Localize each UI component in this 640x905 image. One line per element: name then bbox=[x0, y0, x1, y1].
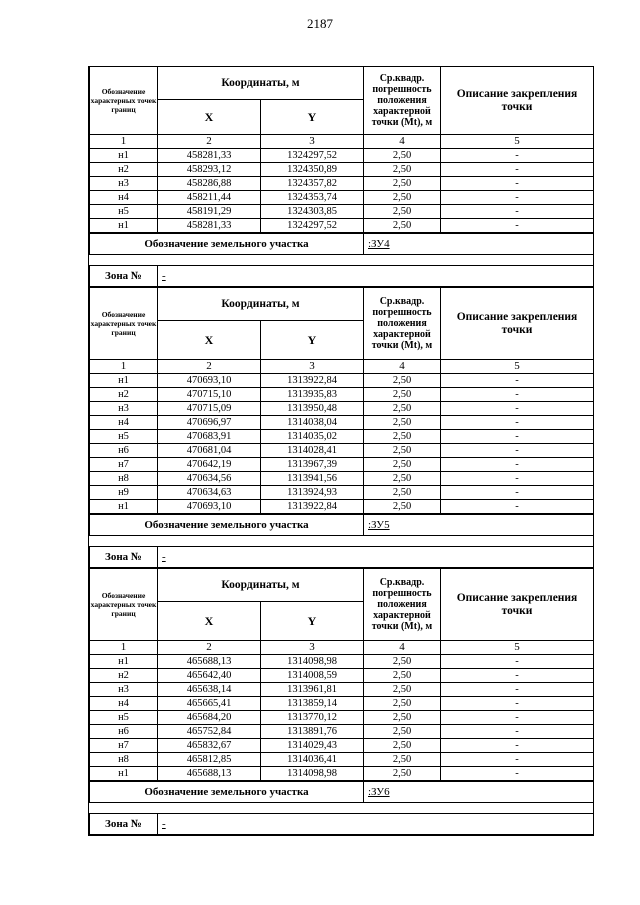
zone-label: Зона № bbox=[90, 266, 158, 287]
column-number: 5 bbox=[441, 135, 594, 149]
table-cell: н2 bbox=[90, 669, 158, 683]
header-accuracy: Ср.квадр. погрешность положения характерной точки (Mt), м bbox=[364, 288, 441, 360]
header-x: X bbox=[158, 602, 261, 641]
table-row bbox=[90, 191, 594, 205]
parcel-row bbox=[89, 514, 594, 536]
table-row bbox=[90, 430, 594, 444]
table-cell: 470693,10 bbox=[158, 500, 261, 514]
parcel-value: :ЗУ5 bbox=[364, 515, 594, 536]
table-cell: 2,50 bbox=[364, 739, 441, 753]
table-cell: 470634,63 bbox=[158, 486, 261, 500]
table-cell: н5 bbox=[90, 205, 158, 219]
table-cell: 2,50 bbox=[364, 388, 441, 402]
table-cell: н8 bbox=[90, 472, 158, 486]
table-cell: 2,50 bbox=[364, 711, 441, 725]
table-cell: н4 bbox=[90, 416, 158, 430]
table-cell: 2,50 bbox=[364, 177, 441, 191]
header-accuracy: Ср.квадр. погрешность положения характерной точки (Mt), м bbox=[364, 569, 441, 641]
parcel-row bbox=[89, 233, 594, 255]
table-cell: - bbox=[441, 430, 594, 444]
column-number: 1 bbox=[90, 135, 158, 149]
table-cell: 1324357,82 bbox=[261, 177, 364, 191]
table-cell: 1313891,76 bbox=[261, 725, 364, 739]
table-cell: 1324353,74 bbox=[261, 191, 364, 205]
table-cell: - bbox=[441, 486, 594, 500]
table-cell: н7 bbox=[90, 739, 158, 753]
table-cell: 1313941,56 bbox=[261, 472, 364, 486]
table-cell: - bbox=[441, 683, 594, 697]
table-cell: 2,50 bbox=[364, 374, 441, 388]
table-cell: - bbox=[441, 669, 594, 683]
table-cell: - bbox=[441, 472, 594, 486]
table-cell: 2,50 bbox=[364, 458, 441, 472]
table-cell: 2,50 bbox=[364, 219, 441, 233]
table-cell: - bbox=[441, 753, 594, 767]
table-cell: н1 bbox=[90, 149, 158, 163]
table-row bbox=[90, 486, 594, 500]
table-cell: н1 bbox=[90, 219, 158, 233]
coordinates-table bbox=[89, 568, 594, 781]
table-cell: 465688,13 bbox=[158, 767, 261, 781]
table-row bbox=[90, 683, 594, 697]
table-cell: 1313961,81 bbox=[261, 683, 364, 697]
table-cell: 2,50 bbox=[364, 683, 441, 697]
zone-row bbox=[89, 546, 594, 568]
table-cell: 2,50 bbox=[364, 753, 441, 767]
table-cell: н3 bbox=[90, 402, 158, 416]
table-cell: н6 bbox=[90, 444, 158, 458]
table-row bbox=[90, 163, 594, 177]
column-number: 1 bbox=[90, 641, 158, 655]
table-cell: 458286,88 bbox=[158, 177, 261, 191]
table-cell: 465665,41 bbox=[158, 697, 261, 711]
table-cell: 1313950,48 bbox=[261, 402, 364, 416]
table-row bbox=[90, 149, 594, 163]
zone-label: Зона № bbox=[90, 814, 158, 835]
column-number: 4 bbox=[364, 135, 441, 149]
table-cell: 470681,04 bbox=[158, 444, 261, 458]
parcel-label: Обозначение земельного участка bbox=[90, 782, 364, 803]
table-row bbox=[90, 739, 594, 753]
table-cell: - bbox=[441, 500, 594, 514]
header-coords: Координаты, м bbox=[158, 569, 364, 602]
header-description: Описание закрепления точки bbox=[441, 288, 594, 360]
table-cell: 465684,20 bbox=[158, 711, 261, 725]
header-y: Y bbox=[261, 100, 364, 135]
parcel-value: :ЗУ4 bbox=[364, 234, 594, 255]
table-cell: 1314035,02 bbox=[261, 430, 364, 444]
table-cell: 1313922,84 bbox=[261, 500, 364, 514]
coordinates-table bbox=[89, 66, 594, 233]
table-row bbox=[90, 219, 594, 233]
header-points: Обозначение характерных точек границ bbox=[90, 67, 158, 135]
table-cell: 2,50 bbox=[364, 500, 441, 514]
table-cell: - bbox=[441, 388, 594, 402]
header-points: Обозначение характерных точек границ bbox=[90, 569, 158, 641]
column-number: 5 bbox=[441, 360, 594, 374]
parcel-row bbox=[89, 781, 594, 803]
table-row bbox=[90, 753, 594, 767]
table-cell: 470642,19 bbox=[158, 458, 261, 472]
table-cell: 2,50 bbox=[364, 402, 441, 416]
header-points: Обозначение характерных точек границ bbox=[90, 288, 158, 360]
table-cell: 1313859,14 bbox=[261, 697, 364, 711]
header-description: Описание закрепления точки bbox=[441, 569, 594, 641]
column-number: 2 bbox=[158, 360, 261, 374]
column-number: 4 bbox=[364, 360, 441, 374]
table-cell: 2,50 bbox=[364, 416, 441, 430]
table-cell: н5 bbox=[90, 430, 158, 444]
table-cell: 470715,09 bbox=[158, 402, 261, 416]
table-cell: 1313967,39 bbox=[261, 458, 364, 472]
table-cell: 458281,33 bbox=[158, 219, 261, 233]
table-cell: 458211,44 bbox=[158, 191, 261, 205]
parcel-value: :ЗУ6 bbox=[364, 782, 594, 803]
table-cell: 2,50 bbox=[364, 472, 441, 486]
section-gap bbox=[89, 536, 593, 546]
table-cell: н4 bbox=[90, 191, 158, 205]
section-gap bbox=[89, 255, 593, 265]
column-number: 4 bbox=[364, 641, 441, 655]
table-cell: 1324350,89 bbox=[261, 163, 364, 177]
table-row bbox=[90, 500, 594, 514]
table-row bbox=[90, 472, 594, 486]
column-number: 3 bbox=[261, 360, 364, 374]
table-cell: н1 bbox=[90, 767, 158, 781]
table-cell: 1314098,98 bbox=[261, 655, 364, 669]
section-gap bbox=[89, 803, 593, 813]
column-number: 1 bbox=[90, 360, 158, 374]
table-cell: 2,50 bbox=[364, 163, 441, 177]
table-cell: 2,50 bbox=[364, 444, 441, 458]
table-cell: 458191,29 bbox=[158, 205, 261, 219]
table-cell: 1313770,12 bbox=[261, 711, 364, 725]
table-cell: - bbox=[441, 177, 594, 191]
table-cell: 2,50 bbox=[364, 655, 441, 669]
table-cell: - bbox=[441, 767, 594, 781]
table-cell: - bbox=[441, 149, 594, 163]
table-cell: - bbox=[441, 725, 594, 739]
table-cell: 1313922,84 bbox=[261, 374, 364, 388]
table-row bbox=[90, 205, 594, 219]
table-cell: н2 bbox=[90, 163, 158, 177]
table-cell: н1 bbox=[90, 374, 158, 388]
table-cell: 2,50 bbox=[364, 697, 441, 711]
table-cell: - bbox=[441, 191, 594, 205]
table-row bbox=[90, 388, 594, 402]
table-cell: 1314029,43 bbox=[261, 739, 364, 753]
header-accuracy: Ср.квадр. погрешность положения характерной точки (Mt), м bbox=[364, 67, 441, 135]
table-cell: 2,50 bbox=[364, 767, 441, 781]
table-row bbox=[90, 416, 594, 430]
table-cell: 1313924,93 bbox=[261, 486, 364, 500]
table-cell: 470693,10 bbox=[158, 374, 261, 388]
table-cell: н7 bbox=[90, 458, 158, 472]
table-cell: 2,50 bbox=[364, 486, 441, 500]
table-cell: - bbox=[441, 205, 594, 219]
table-cell: - bbox=[441, 458, 594, 472]
table-cell: 465638,14 bbox=[158, 683, 261, 697]
table-cell: - bbox=[441, 739, 594, 753]
header-coords: Координаты, м bbox=[158, 288, 364, 321]
table-cell: 1324297,52 bbox=[261, 219, 364, 233]
header-x: X bbox=[158, 100, 261, 135]
table-row bbox=[90, 177, 594, 191]
table-cell: 2,50 bbox=[364, 191, 441, 205]
zone-row bbox=[89, 813, 594, 835]
column-number: 2 bbox=[158, 135, 261, 149]
table-row bbox=[90, 669, 594, 683]
table-cell: - bbox=[441, 655, 594, 669]
table-cell: - bbox=[441, 219, 594, 233]
table-row bbox=[90, 767, 594, 781]
table-row bbox=[90, 655, 594, 669]
table-cell: 470696,97 bbox=[158, 416, 261, 430]
table-cell: н1 bbox=[90, 500, 158, 514]
column-number: 3 bbox=[261, 641, 364, 655]
table-cell: 2,50 bbox=[364, 725, 441, 739]
table-cell: - bbox=[441, 374, 594, 388]
table-cell: н3 bbox=[90, 683, 158, 697]
table-cell: 470634,56 bbox=[158, 472, 261, 486]
parcel-label: Обозначение земельного участка bbox=[90, 515, 364, 536]
table-row bbox=[90, 402, 594, 416]
table-cell: 465642,40 bbox=[158, 669, 261, 683]
table-row bbox=[90, 697, 594, 711]
coordinates-table bbox=[89, 287, 594, 514]
table-cell: 465688,13 bbox=[158, 655, 261, 669]
zone-row bbox=[89, 265, 594, 287]
table-cell: н8 bbox=[90, 753, 158, 767]
zone-label: Зона № bbox=[90, 547, 158, 568]
table-cell: 465832,67 bbox=[158, 739, 261, 753]
table-cell: 470715,10 bbox=[158, 388, 261, 402]
header-y: Y bbox=[261, 602, 364, 641]
header-description: Описание закрепления точки bbox=[441, 67, 594, 135]
table-cell: 458281,33 bbox=[158, 149, 261, 163]
table-cell: 2,50 bbox=[364, 430, 441, 444]
zone-value: - bbox=[158, 814, 594, 835]
table-cell: 1314008,59 bbox=[261, 669, 364, 683]
table-cell: 1324297,52 bbox=[261, 149, 364, 163]
table-cell: 1314098,98 bbox=[261, 767, 364, 781]
zone-value: - bbox=[158, 547, 594, 568]
table-cell: 2,50 bbox=[364, 205, 441, 219]
table-cell: - bbox=[441, 697, 594, 711]
table-cell: 465752,84 bbox=[158, 725, 261, 739]
table-cell: н6 bbox=[90, 725, 158, 739]
table-row bbox=[90, 711, 594, 725]
table-cell: 2,50 bbox=[364, 149, 441, 163]
table-cell: 458293,12 bbox=[158, 163, 261, 177]
parcel-label: Обозначение земельного участка bbox=[90, 234, 364, 255]
table-cell: - bbox=[441, 416, 594, 430]
table-cell: 1314028,41 bbox=[261, 444, 364, 458]
table-cell: - bbox=[441, 444, 594, 458]
table-cell: 1314036,41 bbox=[261, 753, 364, 767]
coordinates-document bbox=[88, 66, 594, 836]
table-cell: н1 bbox=[90, 655, 158, 669]
zone-value: - bbox=[158, 266, 594, 287]
table-row bbox=[90, 725, 594, 739]
table-cell: 1313935,83 bbox=[261, 388, 364, 402]
column-number: 3 bbox=[261, 135, 364, 149]
table-cell: н4 bbox=[90, 697, 158, 711]
header-y: Y bbox=[261, 321, 364, 360]
page-number: 2187 bbox=[307, 16, 333, 31]
table-row bbox=[90, 458, 594, 472]
table-row bbox=[90, 444, 594, 458]
header-x: X bbox=[158, 321, 261, 360]
table-cell: н3 bbox=[90, 177, 158, 191]
table-cell: - bbox=[441, 163, 594, 177]
table-cell: 1314038,04 bbox=[261, 416, 364, 430]
table-cell: - bbox=[441, 711, 594, 725]
column-number: 2 bbox=[158, 641, 261, 655]
table-cell: н2 bbox=[90, 388, 158, 402]
column-number: 5 bbox=[441, 641, 594, 655]
table-cell: н5 bbox=[90, 711, 158, 725]
header-coords: Координаты, м bbox=[158, 67, 364, 100]
table-cell: 1324303,85 bbox=[261, 205, 364, 219]
table-cell: 465812,85 bbox=[158, 753, 261, 767]
table-cell: 470683,91 bbox=[158, 430, 261, 444]
table-cell: - bbox=[441, 402, 594, 416]
table-cell: 2,50 bbox=[364, 669, 441, 683]
table-row bbox=[90, 374, 594, 388]
table-cell: н9 bbox=[90, 486, 158, 500]
